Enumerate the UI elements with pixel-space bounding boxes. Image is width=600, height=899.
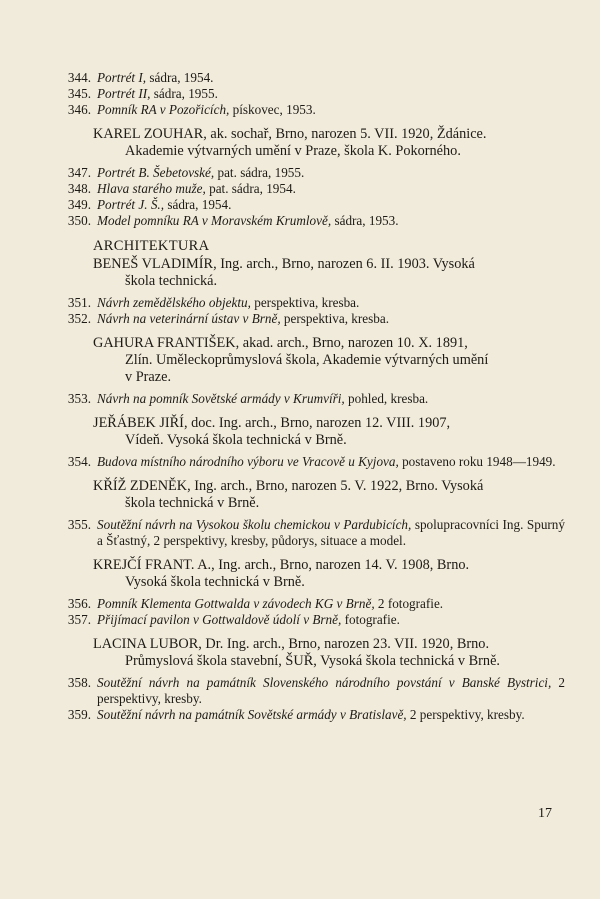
artist-line: v Praze. [125, 369, 172, 385]
entry-details: postaveno roku 1948—1949. [398, 454, 556, 469]
artist-header-gahura [93, 335, 565, 386]
artist-line: LACINA LUBOR, Dr. Ing. arch., Brno, narozen 23. VII. 1920, Brno. [93, 636, 490, 652]
entry-title: Přijímací pavilon v Gottwaldově údolí v Brně, [97, 612, 342, 627]
catalog-entry [57, 454, 565, 470]
entry-title: Soutěžní návrh na památník Slovenského národního povstání v Banské Bystrici, [97, 675, 552, 690]
entry-text [97, 675, 565, 707]
entry-number: 359. [67, 707, 91, 722]
artist-line: BENEŠ VLADIMÍR, Ing. arch., Brno, narozen 6. II. 1903. Vysoká [93, 256, 475, 272]
artist-header-lacina [93, 636, 565, 670]
catalog-entry [57, 707, 565, 723]
artist-header-zouhar [93, 126, 565, 160]
artist-header-kriz [93, 478, 565, 512]
artist-line: GAHURA FRANTIŠEK, akad. arch., Brno, narozen 10. X. 1891, [93, 335, 468, 351]
entry-title: Budova místního národního výboru ve Vracově u Kyjova, [97, 454, 399, 469]
artist-header-benes [93, 256, 565, 290]
entry-text [97, 86, 565, 102]
artist-line: KŘÍŽ ZDENĚK, Ing. arch., Brno, narozen 5. V. 1922, Brno. Vysoká [93, 478, 484, 494]
entry-details: perspektiva, kresba. [280, 311, 390, 326]
entry-details: perspektiva, kresba. [250, 295, 360, 310]
entry-number: 357. [67, 612, 91, 627]
artist-line: Zlín. Uměleckoprůmyslová škola, Akademie výtvarných umění [125, 352, 489, 368]
entry-details: pat. sádra, 1954. [205, 181, 296, 196]
entry-text [97, 213, 565, 229]
entry-text [97, 165, 565, 181]
artist-line: JEŘÁBEK JIŘÍ, doc. Ing. arch., Brno, narozen 12. VIII. 1907, [93, 415, 451, 431]
entry-text [97, 295, 565, 311]
artist-line: Akademie výtvarných umění v Praze, škola K. Pokorného. [125, 143, 461, 159]
entry-text [97, 517, 565, 549]
entry-number: 344. [67, 70, 91, 85]
entry-title: Soutěžní návrh na památník Sovětské armády v Bratislavě, [97, 707, 407, 722]
entry-number: 355. [67, 517, 91, 532]
entry-title: Návrh na veterinární ústav v Brně, [97, 311, 281, 326]
section-heading: ARCHITEKTURA [93, 238, 210, 254]
entry-details: pískovec, 1953. [229, 102, 316, 117]
artist-line: Vysoká škola technická v Brně. [125, 574, 305, 590]
entry-title: Návrh na pomník Sovětské armády v Krumvíři, [97, 391, 345, 406]
entry-details: sádra, 1955. [150, 86, 218, 101]
catalog-entry [57, 675, 565, 707]
entry-number: 346. [67, 102, 91, 117]
entry-text [97, 70, 565, 86]
catalog-entry [57, 612, 565, 628]
entry-title: Portrét J. Š., [97, 197, 165, 212]
catalog-content [57, 70, 565, 723]
page-number: 17 [538, 806, 552, 821]
catalog-entry [57, 70, 565, 86]
entry-list [57, 454, 565, 470]
entry-number: 350. [67, 213, 91, 228]
catalog-entry [57, 181, 565, 197]
entry-title: Soutěžní návrh na Vysokou školu chemickou v Pardubicích, [97, 517, 412, 532]
catalog-entry [57, 596, 565, 612]
entry-details: sádra, 1953. [331, 213, 399, 228]
entry-list [57, 165, 565, 229]
entry-title: Pomník RA v Pozořicích, [97, 102, 230, 117]
entry-details: pat. sádra, 1955. [214, 165, 305, 180]
entry-text [97, 102, 565, 118]
entry-details: 2 perspektivy, kresby. [406, 707, 525, 722]
catalog-entry [57, 165, 565, 181]
artist-line: Průmyslová škola stavební, ŠUŘ, Vysoká škola technická v Brně. [125, 653, 500, 669]
catalog-entry [57, 295, 565, 311]
entry-text [97, 197, 565, 213]
entry-title: Model pomníku RA v Moravském Krumlově, [97, 213, 332, 228]
artist-line: škola technická v Brně. [125, 495, 260, 511]
entry-number: 345. [67, 86, 91, 101]
entry-details: sádra, 1954. [164, 197, 232, 212]
entry-details: 2 perspektivy, kresby. [97, 675, 566, 706]
entry-list [57, 70, 565, 118]
artist-header-krejci [93, 557, 565, 591]
catalog-entry [57, 102, 565, 118]
entry-number: 353. [67, 391, 91, 406]
artist-line: Vídeň. Vysoká škola technická v Brně. [125, 432, 347, 448]
entry-title: Hlava starého muže, [97, 181, 206, 196]
entry-text [97, 612, 565, 628]
entry-text [97, 454, 565, 470]
entry-text [97, 181, 565, 197]
entry-title: Portrét I, [97, 70, 147, 85]
artist-line: škola technická. [125, 273, 218, 289]
entry-title: Pomník Klementa Gottwalda v závodech KG v Brně, [97, 596, 375, 611]
entry-details: 2 fotografie. [374, 596, 444, 611]
entry-number: 354. [67, 454, 91, 469]
entry-number: 351. [67, 295, 91, 310]
entry-title: Portrét B. Šebetovské, [97, 165, 215, 180]
catalog-entry [57, 311, 565, 327]
entry-number: 356. [67, 596, 91, 611]
entry-details: pohled, kresba. [344, 391, 429, 406]
entry-text [97, 391, 565, 407]
catalog-entry [57, 391, 565, 407]
entry-number: 349. [67, 197, 91, 212]
entry-text [97, 707, 565, 723]
entry-details: sádra, 1954. [146, 70, 214, 85]
artist-header-jerabek [93, 415, 565, 449]
entry-details: fotografie. [341, 612, 400, 627]
entry-text [97, 596, 565, 612]
catalog-entry [57, 517, 565, 549]
entry-list [57, 517, 565, 549]
entry-number: 347. [67, 165, 91, 180]
entry-number: 352. [67, 311, 91, 326]
catalog-entry [57, 86, 565, 102]
entry-title: Portrét II, [97, 86, 151, 101]
catalog-entry [57, 197, 565, 213]
entry-title: Návrh zemědělského objektu, [97, 295, 251, 310]
entry-list [57, 391, 565, 407]
catalog-entry [57, 213, 565, 229]
entry-number: 358. [67, 675, 91, 690]
entry-list [57, 596, 565, 628]
entry-list [57, 675, 565, 723]
artist-line: KREJČÍ FRANT. A., Ing. arch., Brno, narozen 14. V. 1908, Brno. [93, 557, 470, 573]
entry-text [97, 311, 565, 327]
artist-line: KAREL ZOUHAR, ak. sochař, Brno, narozen 5. VII. 1920, Ždánice. [93, 126, 487, 142]
entry-number: 348. [67, 181, 91, 196]
entry-details: spolupracovníci Ing. Spurný a Šťastný, 2 perspektivy, kresby, půdorys, situace a model. [97, 517, 565, 548]
entry-list [57, 295, 565, 327]
